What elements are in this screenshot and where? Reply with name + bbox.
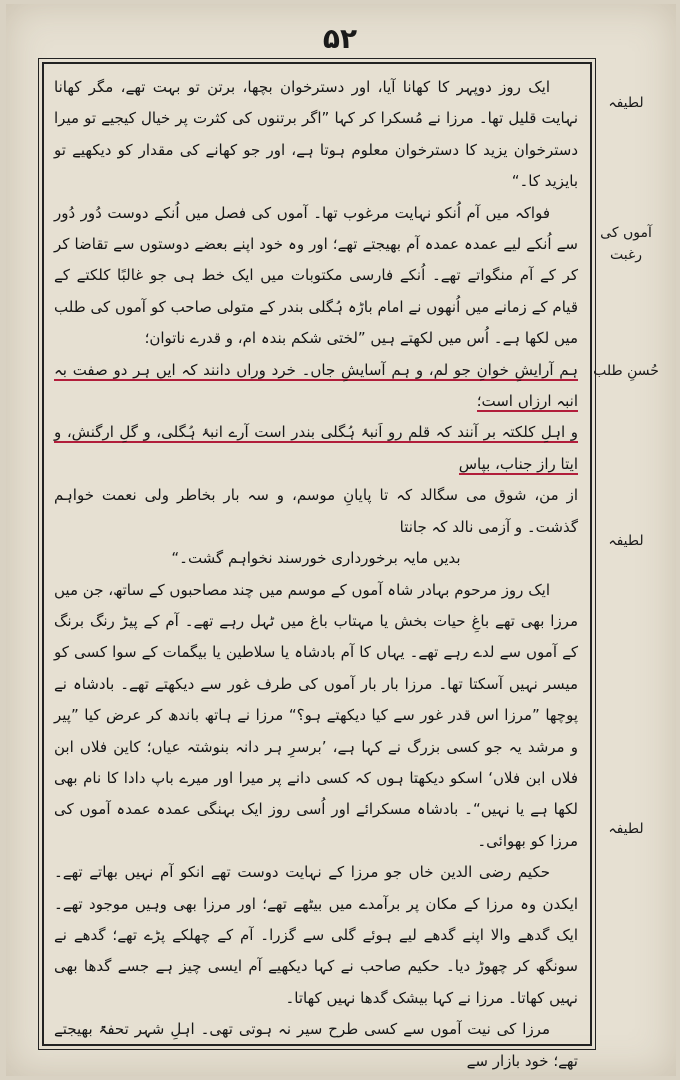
persian-quote-line-4: بدیں مایہ برخورداری خورسند نخواہم گشت۔“: [171, 549, 461, 568]
paragraph-bahadur-shah-anecdote: ایک روز مرحوم بہادر شاہ آموں کے موسم میں چند مصاحبوں کے ساتھ، جن میں مرزا بھی تھے باغِ حیات بخش یا مہتاب باغ میں ٹہل رہے تھے۔ آم کے پیڑ رنگ برنگ کے آموں سے لدے رہے تھے۔ یہاں کا آم بادشاہ یا سلاطین یا بیگمات کے سوا کسی کو میسر نہیں آسکتا تھا۔ مرزا بار بار آموں کی طرف غور سے دیکھتے تھے۔ بادشاہ نے پوچھا ”مرزا اس قدر غور سے کیا دیکھتے ہو؟“ مرزا نے ہاتھ باندھ کر عرض کیا ”پیر و مرشد یہ جو کسی بزرگ نے کہا ہے، ’برسرِ ہر دانہ بنوشتہ عیاں؛ کاین فلاں ابن فلاں ابن فلاں‘ اسکو دیکھتا ہوں کہ کسی دانے پر میرا اور میرے باپ دادا کا نام بھی لکھا ہے یا نہیں“۔ بادشاہ مسکرائے اور اُسی روز ایک بہنگی عمدہ عمدہ آموں کی مرزا کو بھوائی۔: [54, 580, 578, 850]
paragraph-dinner-anecdote: ایک روز دوپہر کا کھانا آیا، اور دسترخوان بچھا، برتن تو بہت تھے، مگر کھانا نہایت قلیل تھا۔ مرزا نے مُسکرا کر کہا ”اگر برتنوں کی کثرت پر خیال کیجیے تو میرا دسترخوان یزید کا دسترخوان معلوم ہوتا ہے، اور جو کھانے کی مقدار کو دیکھیے تو بایزید کا۔“: [54, 78, 578, 191]
margin-note-graceful-request: حُسنِ طلب: [593, 363, 659, 379]
margin-note-anecdote-1: لطیفہ: [608, 95, 644, 111]
persian-quote-highlight-2: و اہلِ کلکتہ بر آنند کہ قلم رو اَنبۂ ہُگلی بندر است آرے انبۂ ہُگلی، و گلِ ارگنش، و ایتا راز جناب، بپاس: [54, 423, 578, 473]
paragraph-mango-appetite: مرزا کی نیت آموں سے کسی طرح سیر نہ ہوتی تھی۔ اہلِ شہر تحفۃً بھیجتے تھے؛ خود بازار سے: [54, 1020, 578, 1070]
body-text: [54, 72, 578, 1070]
persian-quote-line-3: از من، شوق می سگالد کہ تا پایانِ موسم، و سہ بار بخاطر ولی نعمت خواہم گذشت۔ و آزمی نالد کہ جانتا: [54, 486, 578, 536]
persian-quote-highlight-1: ہم آرایشِ خوانِ جو لم، و ہم آسایشِ جاں۔ خرد وراں دانند کہ ایں ہر دو صفت بہ انبہ ارزاں است؛: [54, 360, 578, 411]
persian-quote-line-1: [54, 355, 578, 418]
paragraph-mango-fondness: فواکہ میں آم اُنکو نہایت مرغوب تھا۔ آموں کی فصل میں اُنکے دوست دُور دُور سے اُنکے لیے عمدہ عمدہ آم بھیجتے تھے؛ اور وہ خود اپنے بعضے دوستوں سے تقاضا کر کر کے آم منگواتے تھے۔ اُنکے فارسی مکتوبات میں ایک خط ہی جو غالبًا کلکتے کے قیام کے زمانے میں اُنھوں نے امام باڑہ ہُگلی بندر کے متولی صاحب کو آموں کی طلب میں لکھا ہے۔ اُس میں لکھتے ہیں ”لختی شکم بندہ ام، و قدرے ناتوان؛: [54, 203, 578, 348]
margin-note-anecdote-2: لطیفہ: [608, 533, 644, 549]
margin-note-anecdote-3: لطیفہ: [608, 821, 644, 837]
margin-note-mango-fondness: آموں کی رغبت: [600, 225, 652, 263]
paragraph-hakim-anecdote: حکیم رضی الدین خاں جو مرزا کے نہایت دوست تھے انکو آم نہیں بھاتے تھے۔ ایکدن وہ مرزا کے مکان پر برآمدے میں بیٹھے تھے؛ اور مرزا بھی وہیں موجود تھے۔ ایک گدھے والا اپنے گدھے لیے ہوئے گلی سے گزرا۔ آم کے چھلکے پڑے تھے؛ گدھے نے سونگھ کر چھوڑ دیا۔ حکیم صاحب نے کہا دیکھیے آم ایسی چیز ہے جسے گدھا بھی نہیں کھاتا۔ مرزا نے کہا بیشک گدھا نہیں کھاتا۔: [54, 863, 578, 1007]
page-number: ۵۲: [322, 22, 358, 55]
persian-quote-line-2: [54, 417, 578, 480]
